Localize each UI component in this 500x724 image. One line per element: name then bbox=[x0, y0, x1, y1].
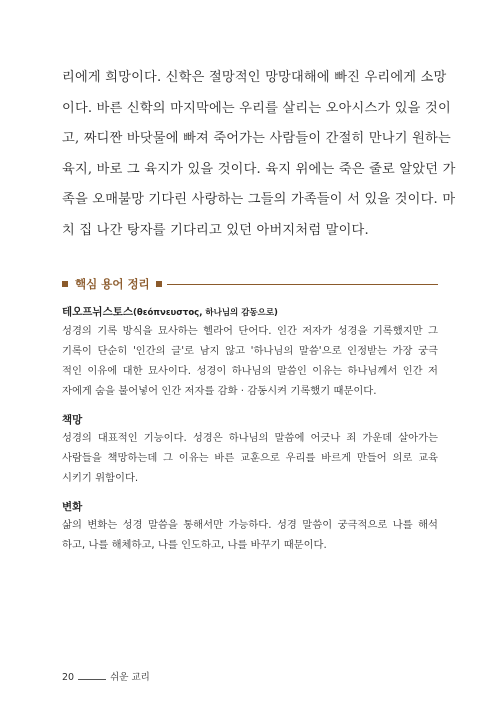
glossary-term bbox=[62, 304, 438, 321]
glossary-heading bbox=[62, 275, 438, 293]
definition-line: 삶의 변화는 성경 말씀을 통해서만 가능하다. 성경 말씀이 궁극적으로 나를 해석 bbox=[62, 519, 438, 531]
glossary-term bbox=[62, 499, 438, 515]
book-title: 쉬운 교리 bbox=[110, 672, 150, 683]
page-number: 20 bbox=[62, 672, 75, 683]
glossary-title: 핵심 용어 정리 bbox=[75, 277, 150, 291]
definition-line: 자에게 숨을 불어넣어 인간 저자를 감화 · 감동시켜 기록했기 때문이다. bbox=[62, 385, 377, 397]
glossary-entry bbox=[62, 304, 438, 401]
glossary-entry bbox=[62, 499, 438, 555]
heading-rule bbox=[167, 284, 438, 285]
square-bullet-icon bbox=[156, 281, 162, 287]
body-line: 리에게 희망이다. 신학은 절망적인 망망대해에 빠진 우리에게 소망 bbox=[62, 70, 447, 85]
term-note: (θεόπνευστος, 하나님의 감동으로) bbox=[133, 308, 278, 318]
definition-line: 성경의 대표적인 기능이다. 성경은 하나님의 말씀에 어긋나 죄 가운데 살아가는 bbox=[62, 432, 438, 444]
term-label: 테오프뉘스토스 bbox=[62, 306, 134, 318]
glossary bbox=[62, 304, 438, 566]
page-footer bbox=[62, 669, 150, 683]
body-line: 치 집 나간 탕자를 기다리고 있던 아버지처럼 말이다. bbox=[62, 222, 369, 238]
definition-line: 적인 이유에 대한 묘사이다. 성경이 하나님의 말씀인 이유는 하나님께서 인간 저 bbox=[62, 365, 438, 377]
definition-line: 기록이 단순히 '인간의 글'로 남지 않고 '하나님의 말씀'으로 인정받는 가장 궁극 bbox=[62, 345, 438, 357]
definition-line: 시키기 위함이다. bbox=[62, 472, 139, 484]
glossary-term bbox=[62, 412, 438, 428]
definition-line: 하고, 나를 해체하고, 나를 인도하고, 나를 바꾸기 때문이다. bbox=[62, 539, 327, 551]
glossary-entry bbox=[62, 412, 438, 488]
term-label: 책망 bbox=[62, 414, 83, 426]
term-label: 변화 bbox=[62, 501, 83, 513]
body-line: 족을 오매불망 기다린 사랑하는 그들의 가족들이 서 있을 것이다. 마 bbox=[62, 192, 456, 207]
footer-rule bbox=[78, 679, 106, 680]
definition-line: 성경의 기록 방식을 묘사하는 헬라어 단어다. 인간 저자가 성경을 기록했지만 그 bbox=[62, 325, 438, 337]
definition-line: 사람들을 책망하는데 그 이유는 바른 교훈으로 우리를 바르게 만들어 의로 교육 bbox=[62, 452, 438, 464]
body-line: 고, 짜디짠 바닷물에 빠져 죽어가는 사람들이 간절히 만나기 원하는 bbox=[62, 131, 451, 146]
body-text bbox=[62, 63, 456, 246]
body-line: 육지, 바로 그 육지가 있을 것이다. 육지 위에는 죽은 줄로 알았던 가 bbox=[62, 161, 456, 177]
square-bullet-icon bbox=[62, 281, 68, 287]
body-line: 이다. 바른 신학의 마지막에는 우리를 살리는 오아시스가 있을 것이 bbox=[62, 100, 451, 116]
